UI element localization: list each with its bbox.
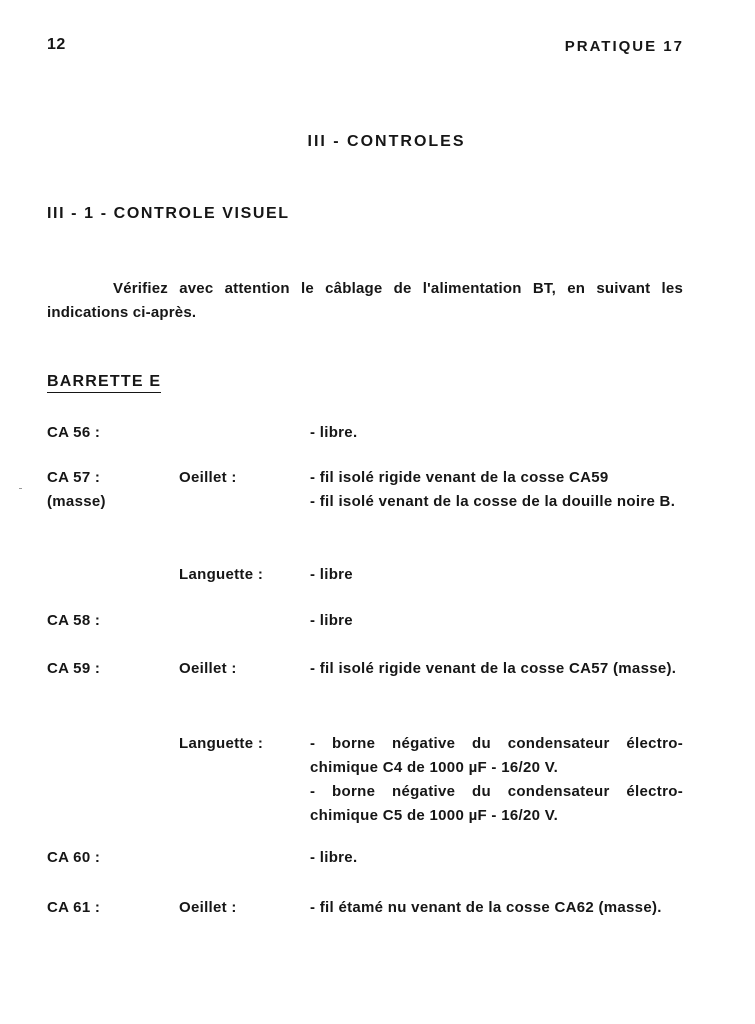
- page-number: 12: [47, 36, 66, 53]
- connector-label: Languette :: [179, 566, 264, 583]
- margin-mark: [19, 488, 22, 489]
- connector-label: Languette :: [179, 735, 264, 752]
- intro-paragraph: Vérifiez avec attention le câblage de l'alimentation BT, en suivant les indications ci-après.: [47, 280, 683, 321]
- entry-description: [310, 466, 683, 514]
- description-line: - libre.: [310, 424, 358, 441]
- description-line: - libre.: [310, 849, 358, 866]
- terminal-label-group: [47, 466, 167, 514]
- entry-description: [310, 896, 683, 920]
- terminal-label: CA 60 :: [47, 849, 101, 866]
- terminal-label: CA 56 :: [47, 424, 101, 441]
- entry-description: [310, 846, 683, 870]
- connector-label: Oeillet :: [179, 899, 237, 916]
- description-line: - libre: [310, 566, 353, 583]
- description-line: - borne négative du condensateur électro-chimique C5 de 1000 µF - 16/20 V.: [310, 783, 683, 824]
- description-line: - borne négative du condensateur électro-chimique C4 de 1000 µF - 16/20 V.: [310, 735, 683, 776]
- description-line: - fil étamé nu venant de la cosse CA62 (masse).: [310, 899, 662, 916]
- subsection-title: III - 1 - CONTROLE VISUEL: [47, 205, 290, 222]
- entry-description: [310, 609, 683, 633]
- section-title: III - CONTROLES: [307, 133, 466, 150]
- connector-label: Oeillet :: [179, 660, 237, 677]
- terminal-label: CA 61 :: [47, 899, 101, 916]
- terminal-label: CA 58 :: [47, 612, 101, 629]
- entry-description: [310, 732, 683, 828]
- entry-description: [310, 563, 683, 587]
- description-line: - libre: [310, 612, 353, 629]
- terminal-label: CA 59 :: [47, 660, 101, 677]
- terminal-note: (masse): [47, 493, 106, 510]
- running-title: PRATIQUE 17: [564, 38, 684, 55]
- entry-description: [310, 421, 683, 445]
- connector-label: Oeillet :: [179, 469, 237, 486]
- entry-description: [310, 657, 683, 681]
- description-line: - fil isolé rigide venant de la cosse CA57 (masse).: [310, 660, 677, 677]
- terminal-label: CA 57 :: [47, 469, 101, 486]
- description-line: - fil isolé rigide venant de la cosse CA59: [310, 469, 609, 486]
- description-line: - fil isolé venant de la cosse de la douille noire B.: [310, 493, 676, 510]
- barrette-title: BARRETTE E: [47, 373, 161, 393]
